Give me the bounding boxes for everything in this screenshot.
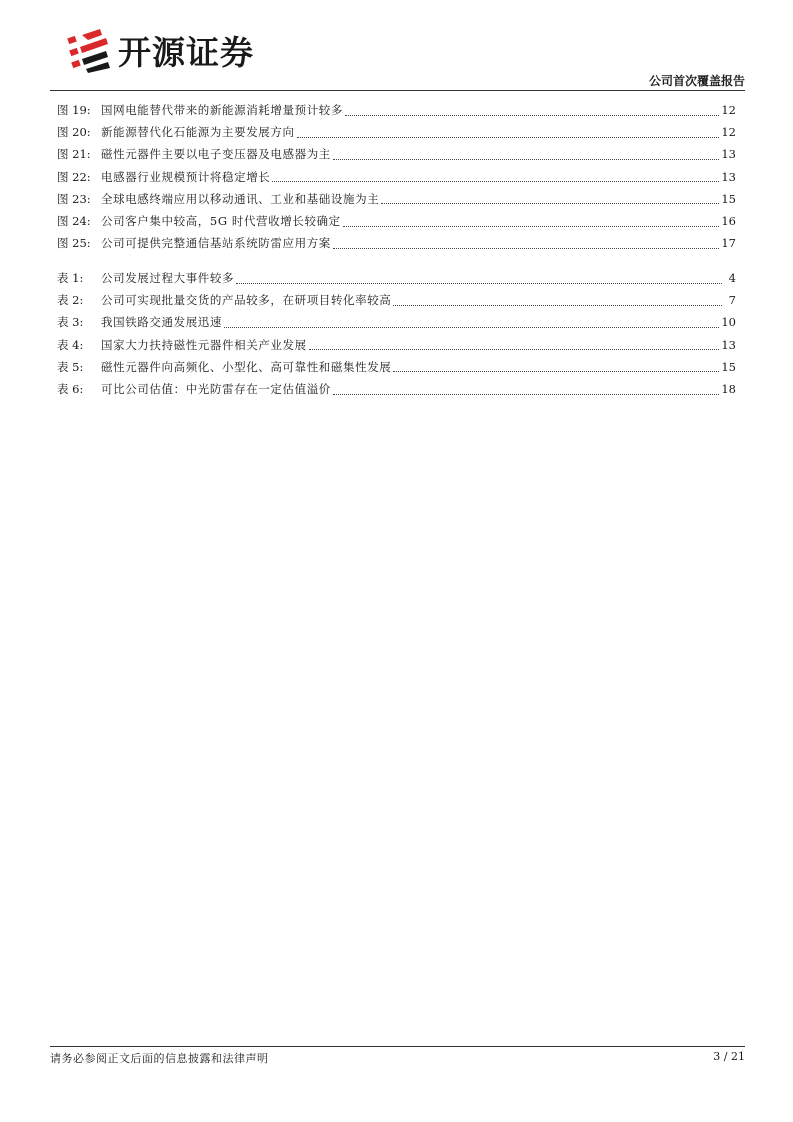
toc-entry-title: 公司可实现批量交货的产品较多，在研项目转化率较高 xyxy=(101,293,392,308)
toc-entry-label: 表 6: xyxy=(57,381,84,396)
toc-leader-dots xyxy=(393,371,719,372)
toc-leader-dots xyxy=(333,248,719,249)
toc-entry-title: 新能源替代化石能源为主要发展方向 xyxy=(101,125,295,140)
toc-entry[interactable] xyxy=(57,210,736,232)
toc-entry[interactable] xyxy=(57,378,736,400)
toc-entry-title: 我国铁路交通发展迅速 xyxy=(101,315,222,330)
toc-entry-page: 12 xyxy=(721,125,736,140)
toc-entry-page: 18 xyxy=(721,381,736,396)
toc-entry-label: 表 1: xyxy=(57,271,84,285)
toc-entry-page: 15 xyxy=(721,191,736,206)
figures-toc xyxy=(57,99,736,254)
page-indicator: 3 / 21 xyxy=(713,1050,745,1063)
toc-entry-page: 4 xyxy=(728,271,736,285)
toc-entry-page: 13 xyxy=(721,337,736,352)
toc-entry-page: 13 xyxy=(721,147,736,162)
toc-entry-label: 表 2: xyxy=(57,293,84,308)
toc-entry-label: 表 5: xyxy=(57,359,84,374)
header-divider xyxy=(50,90,745,91)
toc-leader-dots xyxy=(333,159,719,160)
toc-leader-dots xyxy=(272,181,719,182)
toc-entry[interactable] xyxy=(57,143,736,165)
toc-entry-title: 公司客户集中较高，5G 时代营收增长较确定 xyxy=(101,213,341,228)
footer-disclaimer: 请务必参阅正文后面的信息披露和法律声明 xyxy=(50,1052,269,1065)
toc-entry[interactable] xyxy=(57,356,736,378)
toc-entry[interactable] xyxy=(57,121,736,143)
toc-entry-title: 可比公司估值：中光防雷存在一定估值溢价 xyxy=(101,381,331,396)
toc-leader-dots xyxy=(393,305,722,306)
toc-entry-title: 电感器行业规模预计将稳定增长 xyxy=(101,169,271,184)
toc-entry-label: 图 25: xyxy=(57,236,91,251)
toc-entry-title: 磁性元器件向高频化、小型化、高可靠性和磁集性发展 xyxy=(101,359,392,374)
toc-leader-dots xyxy=(224,327,719,328)
toc-entry-label: 表 3: xyxy=(57,315,84,330)
brand-logo xyxy=(66,26,254,74)
toc-entry-title: 国网电能替代带来的新能源消耗增量预计较多 xyxy=(101,103,343,117)
toc-entry-page: 7 xyxy=(728,293,736,308)
toc-entry-title: 磁性元器件主要以电子变压器及电感器为主 xyxy=(101,147,331,162)
toc-leader-dots xyxy=(333,394,719,395)
toc-entry-title: 国家大力扶持磁性元器件相关产业发展 xyxy=(101,337,307,352)
toc-entry[interactable] xyxy=(57,232,736,254)
toc-entry-page: 17 xyxy=(721,236,736,251)
toc-entry-page: 10 xyxy=(721,315,736,330)
toc-entry[interactable] xyxy=(57,99,736,121)
toc-entry-page: 13 xyxy=(721,169,736,184)
toc-entry-page: 15 xyxy=(721,359,736,374)
toc-entry[interactable] xyxy=(57,267,736,289)
toc-entry-page: 16 xyxy=(721,213,736,228)
toc-entry[interactable] xyxy=(57,188,736,210)
toc-leader-dots xyxy=(309,349,720,350)
toc-entry-page: 12 xyxy=(721,103,736,117)
toc-entry[interactable] xyxy=(57,311,736,333)
toc-entry[interactable] xyxy=(57,334,736,356)
toc-leader-dots xyxy=(343,226,720,227)
toc-entry-title: 公司发展过程大事件较多 xyxy=(101,271,235,285)
toc-entry-title: 公司可提供完整通信基站系统防雷应用方案 xyxy=(101,236,331,251)
toc-leader-dots xyxy=(345,115,719,116)
toc-entry-label: 图 23: xyxy=(57,191,91,206)
toc-entry-label: 表 4: xyxy=(57,337,84,352)
toc-entry-label: 图 21: xyxy=(57,147,91,162)
toc-entry-label: 图 24: xyxy=(57,213,91,228)
brand-name: 开源证券 xyxy=(118,32,254,72)
brand-mark-icon xyxy=(66,27,112,73)
toc-entry-label: 图 20: xyxy=(57,125,91,140)
report-type-label: 公司首次覆盖报告 xyxy=(648,74,745,88)
toc-entry-title: 全球电感终端应用以移动通讯、工业和基础设施为主 xyxy=(101,191,380,206)
tables-toc xyxy=(57,267,736,400)
toc-entry-label: 图 22: xyxy=(57,169,91,184)
toc-entry-label: 图 19: xyxy=(57,103,91,117)
toc-entry[interactable] xyxy=(57,289,736,311)
toc-leader-dots xyxy=(381,203,719,204)
toc-leader-dots xyxy=(297,137,720,138)
toc-entry[interactable] xyxy=(57,166,736,188)
toc-leader-dots xyxy=(236,283,722,284)
footer-divider xyxy=(50,1046,745,1047)
